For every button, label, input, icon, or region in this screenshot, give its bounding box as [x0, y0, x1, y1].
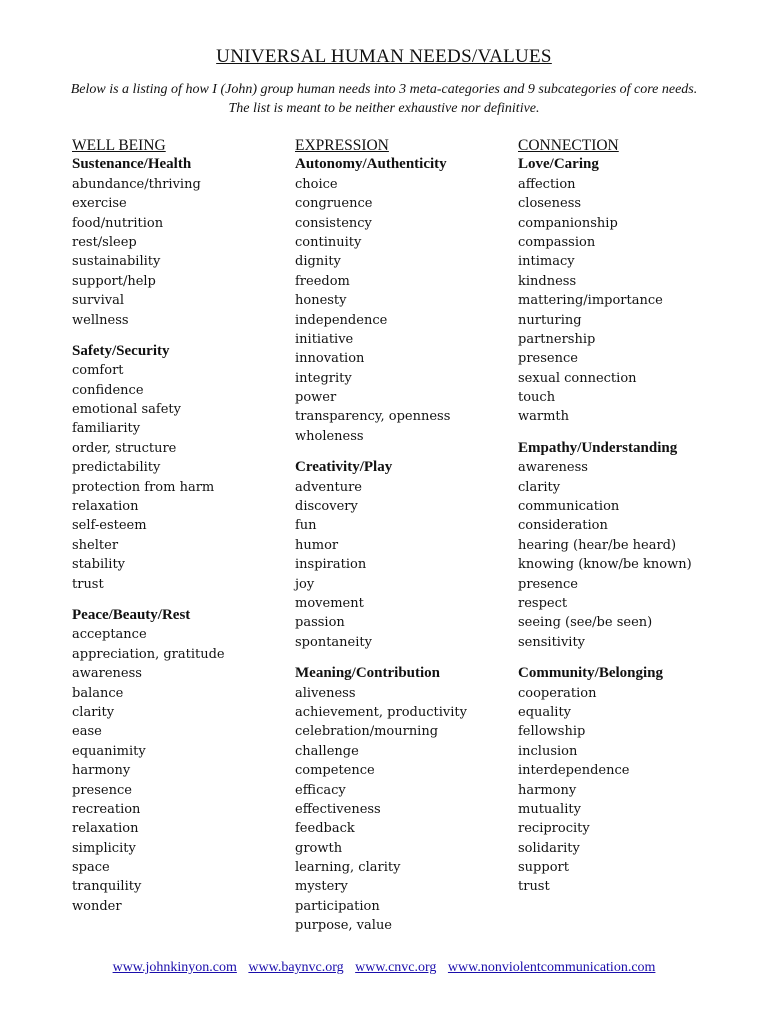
subcategory-title: Empathy/Understanding [518, 439, 678, 456]
subcategory-group [72, 155, 225, 330]
list-item: joy [295, 576, 315, 592]
column-well-being [72, 136, 225, 928]
list-item: interdependence [518, 763, 630, 779]
list-item: support/help [72, 273, 156, 289]
list-item: initiative [295, 331, 354, 347]
subcategory-group [518, 664, 692, 897]
list-item: feedback [295, 821, 355, 837]
needs-list [295, 175, 467, 446]
list-item: humor [295, 537, 339, 553]
list-item: simplicity [72, 840, 136, 856]
subcategory-title: Community/Belonging [518, 665, 664, 682]
intro-text: Below is a listing of how I (John) group human needs into 3 meta-categories and 9 subcategories of core needs. The list is meant to be neither exhaustive nor definitive. [70, 82, 698, 116]
list-item: fun [295, 518, 317, 534]
list-item: clarity [518, 479, 561, 495]
list-item: inspiration [295, 557, 367, 573]
list-item: solidarity [518, 840, 580, 856]
list-item: freedom [295, 273, 350, 289]
list-item: integrity [295, 370, 352, 386]
category-heading: WELL BEING [72, 137, 166, 154]
list-item: adventure [295, 479, 362, 495]
category-heading: EXPRESSION [295, 137, 389, 154]
list-item: transparency, openness [295, 409, 451, 425]
subcategory-title: Meaning/Contribution [295, 665, 441, 682]
list-item: touch [518, 390, 556, 406]
list-item: comfort [72, 363, 124, 379]
subcategory-group [72, 606, 225, 916]
list-item: passion [295, 615, 345, 631]
subcategory-title: Creativity/Play [295, 459, 393, 476]
list-item: spontaneity [295, 634, 372, 650]
page-title: UNIVERSAL HUMAN NEEDS/VALUES [216, 46, 552, 67]
list-item: food/nutrition [72, 215, 164, 231]
subcategory-title: Sustenance/Health [72, 156, 192, 173]
list-item: effectiveness [295, 801, 381, 817]
list-item: innovation [295, 351, 365, 367]
list-item: trust [518, 879, 550, 895]
list-item: knowing (know/be known) [518, 557, 692, 573]
list-item: familiarity [72, 421, 141, 437]
column-connection [518, 136, 692, 909]
list-item: reciprocity [518, 821, 590, 837]
list-item: abundance/thriving [72, 176, 201, 192]
list-item: equanimity [72, 743, 146, 759]
list-item: power [295, 390, 337, 406]
list-item: mattering/importance [518, 293, 663, 309]
list-item: independence [295, 312, 388, 328]
footer-link[interactable]: www.nonviolentcommunication.com [447, 960, 656, 975]
list-item: relaxation [72, 499, 139, 515]
list-item: exercise [72, 196, 127, 212]
list-item: recreation [72, 801, 141, 817]
needs-list [295, 478, 467, 653]
list-item: movement [295, 595, 364, 611]
list-item: harmony [518, 782, 577, 798]
footer-link[interactable]: www.baynvc.org [248, 960, 344, 975]
needs-list [295, 684, 467, 936]
subcategory-group [518, 439, 692, 652]
list-item: warmth [518, 409, 570, 425]
subcategory-title: Love/Caring [518, 156, 599, 173]
list-item: presence [518, 351, 578, 367]
subcategory-group [295, 664, 467, 935]
needs-list [518, 458, 692, 652]
list-item: aliveness [295, 685, 356, 701]
list-item: discovery [295, 499, 358, 515]
list-item: presence [72, 782, 132, 798]
list-item: challenge [295, 743, 359, 759]
list-item: compassion [518, 234, 596, 250]
list-item: consistency [295, 215, 372, 231]
list-item: continuity [295, 234, 362, 250]
list-item: seeing (see/be seen) [518, 615, 653, 631]
column-expression [295, 136, 467, 948]
list-item: emotional safety [72, 402, 181, 418]
list-item: celebration/mourning [295, 724, 439, 740]
list-item: tranquility [72, 879, 142, 895]
footer-link[interactable]: www.johnkinyon.com [112, 960, 237, 975]
list-item: acceptance [72, 627, 147, 643]
subcategory-group [295, 155, 467, 446]
needs-list [72, 625, 225, 916]
subcategory-group [72, 342, 225, 594]
list-item: predictability [72, 460, 161, 476]
list-item: wellness [72, 312, 129, 328]
needs-list [518, 684, 692, 897]
list-item: shelter [72, 537, 119, 553]
list-item: confidence [72, 382, 144, 398]
list-item: mutuality [518, 801, 581, 817]
list-item: choice [295, 176, 338, 192]
list-item: mystery [295, 879, 348, 895]
list-item: honesty [295, 293, 347, 309]
list-item: stability [72, 557, 126, 573]
list-item: fellowship [518, 724, 586, 740]
list-item: consideration [518, 518, 608, 534]
list-item: efficacy [295, 782, 346, 798]
list-item: intimacy [518, 254, 575, 270]
list-item: appreciation, gratitude [72, 646, 225, 662]
list-item: balance [72, 685, 124, 701]
list-item: wholeness [295, 428, 364, 444]
subcategory-group [518, 155, 692, 426]
list-item: affection [518, 176, 576, 192]
needs-list [72, 175, 225, 330]
list-item: inclusion [518, 743, 578, 759]
list-item: growth [295, 840, 343, 856]
list-item: survival [72, 293, 125, 309]
category-heading: CONNECTION [518, 137, 619, 154]
list-item: kindness [518, 273, 577, 289]
list-item: sustainability [72, 254, 161, 270]
subcategory-group [295, 458, 467, 652]
list-item: ease [72, 724, 102, 740]
list-item: partnership [518, 331, 596, 347]
list-item: order, structure [72, 440, 177, 456]
needs-list [72, 361, 225, 594]
footer-links [0, 960, 768, 976]
list-item: space [72, 860, 110, 876]
list-item: sexual connection [518, 370, 637, 386]
list-item: rest/sleep [72, 234, 137, 250]
list-item: awareness [72, 666, 142, 682]
list-item: achievement, productivity [295, 704, 467, 720]
list-item: clarity [72, 704, 115, 720]
list-item: presence [518, 576, 578, 592]
list-item: nurturing [518, 312, 582, 328]
list-item: protection from harm [72, 479, 215, 495]
list-item: relaxation [72, 821, 139, 837]
needs-list [518, 175, 692, 427]
list-item: hearing (hear/be heard) [518, 537, 677, 553]
list-item: self-esteem [72, 518, 147, 534]
list-item: learning, clarity [295, 860, 401, 876]
list-item: participation [295, 898, 380, 914]
list-item: harmony [72, 763, 131, 779]
footer-link[interactable]: www.cnvc.org [355, 960, 437, 975]
list-item: cooperation [518, 685, 597, 701]
subcategory-title: Safety/Security [72, 342, 170, 359]
list-item: wonder [72, 898, 122, 914]
list-item: companionship [518, 215, 618, 231]
list-item: congruence [295, 196, 373, 212]
list-item: equality [518, 704, 572, 720]
list-item: communication [518, 499, 620, 515]
list-item: sensitivity [518, 634, 586, 650]
list-item: trust [72, 576, 104, 592]
list-item: support [518, 860, 569, 876]
list-item: awareness [518, 460, 588, 476]
subcategory-title: Peace/Beauty/Rest [72, 606, 191, 623]
list-item: competence [295, 763, 375, 779]
list-item: closeness [518, 196, 582, 212]
list-item: respect [518, 595, 568, 611]
subcategory-title: Autonomy/Authenticity [295, 156, 447, 173]
list-item: purpose, value [295, 918, 393, 934]
list-item: dignity [295, 254, 341, 270]
